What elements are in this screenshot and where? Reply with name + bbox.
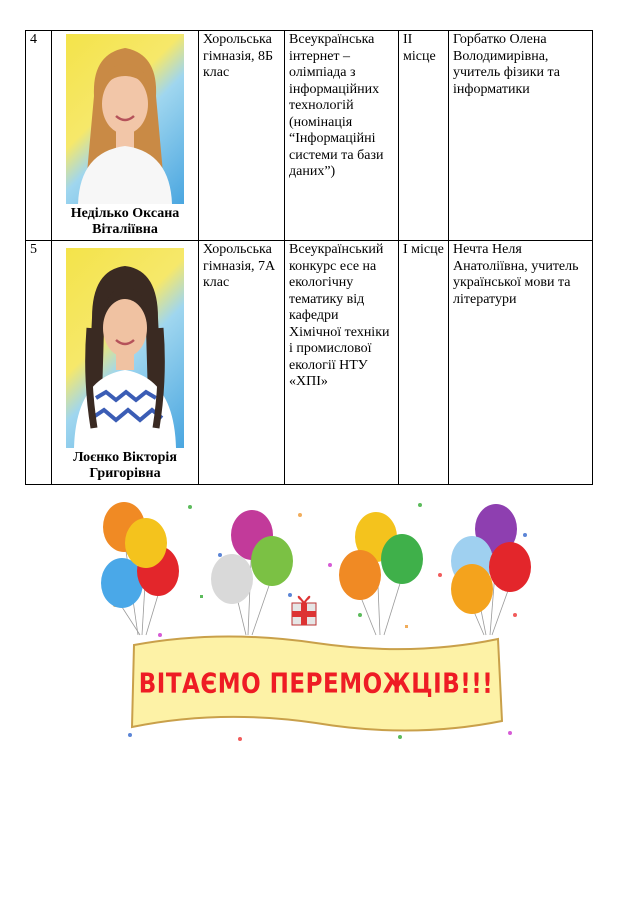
school-cell: Хорольська гімназія, 7А клас	[199, 241, 285, 485]
place-cell: ІІ місце	[399, 31, 449, 241]
student-photo	[66, 34, 184, 204]
balloons-illustration	[100, 495, 532, 743]
student-photo	[66, 248, 184, 448]
place-cell: І місце	[399, 241, 449, 485]
banner-text: ВІТАЄМО ПЕРЕМОЖЦІВ!!!	[138, 668, 494, 700]
row-number: 4	[26, 31, 52, 241]
photo-cell	[52, 241, 199, 485]
student-name: Неділько Оксана Віталіївна	[70, 206, 180, 237]
event-cell: Всеукраїнська інтернет – олімпіада з інформаційних технологій (номінація “Інформаційні системи та бази даних”)	[285, 31, 399, 241]
teacher-cell: Горбатко Олена Володимирівна, учитель фізики та інформатики	[449, 31, 593, 241]
congratulations-banner	[100, 495, 532, 743]
student-name: Лоєнко Вікторія Григорівна	[73, 450, 177, 481]
table-row	[26, 241, 593, 485]
school-cell: Хорольська гімназія, 8Б клас	[199, 31, 285, 241]
table-row	[26, 31, 593, 241]
winners-table	[25, 30, 593, 485]
row-number: 5	[26, 241, 52, 485]
teacher-cell: Нечта Неля Анатоліївна, учитель української мови та літератури	[449, 241, 593, 485]
photo-cell	[52, 31, 199, 241]
event-cell: Всеукраїнський конкурс есе на екологічну тематику від кафедри Хімічної техніки і промислової екології НТУ «ХПІ»	[285, 241, 399, 485]
